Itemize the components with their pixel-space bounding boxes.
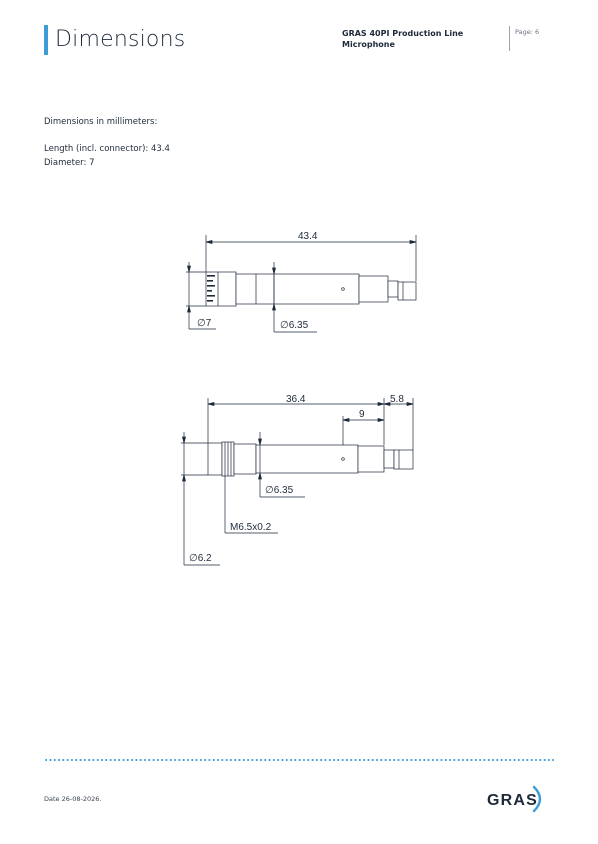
footer-dotted-divider: [44, 759, 554, 761]
gras-logo: [484, 782, 548, 816]
drawing2-length-label: 36.4: [286, 394, 306, 405]
length-text: Length (incl. connector): 43.4: [44, 144, 170, 154]
drawing2-head-diameter-label: ∅6.2: [189, 553, 212, 564]
page-number: Page: 6: [515, 28, 540, 36]
drawing2-offset-label: 9: [359, 409, 365, 420]
drawing2-connector-length-label: 5.8: [390, 394, 404, 405]
gras-logo-text: GRAS: [487, 792, 539, 809]
document-title: GRAS 40PI Production Line Microphone: [342, 29, 464, 49]
drawing2-thread-label: M6.5x0.2: [230, 522, 272, 533]
drawing2-body-diameter-label: ∅6.35: [265, 485, 294, 496]
page-title: Dimensions: [55, 27, 186, 52]
drawing1-head-diameter-label: ∅7: [197, 318, 212, 329]
drawing1-length-label: 43.4: [298, 231, 318, 242]
diameter-text: Diameter: 7: [44, 158, 95, 168]
footer-date: Date 26-08-2026.: [44, 795, 102, 803]
drawing1-body-diameter-label: ∅6.35: [280, 320, 309, 331]
intro-text: Dimensions in millimeters:: [44, 117, 158, 127]
